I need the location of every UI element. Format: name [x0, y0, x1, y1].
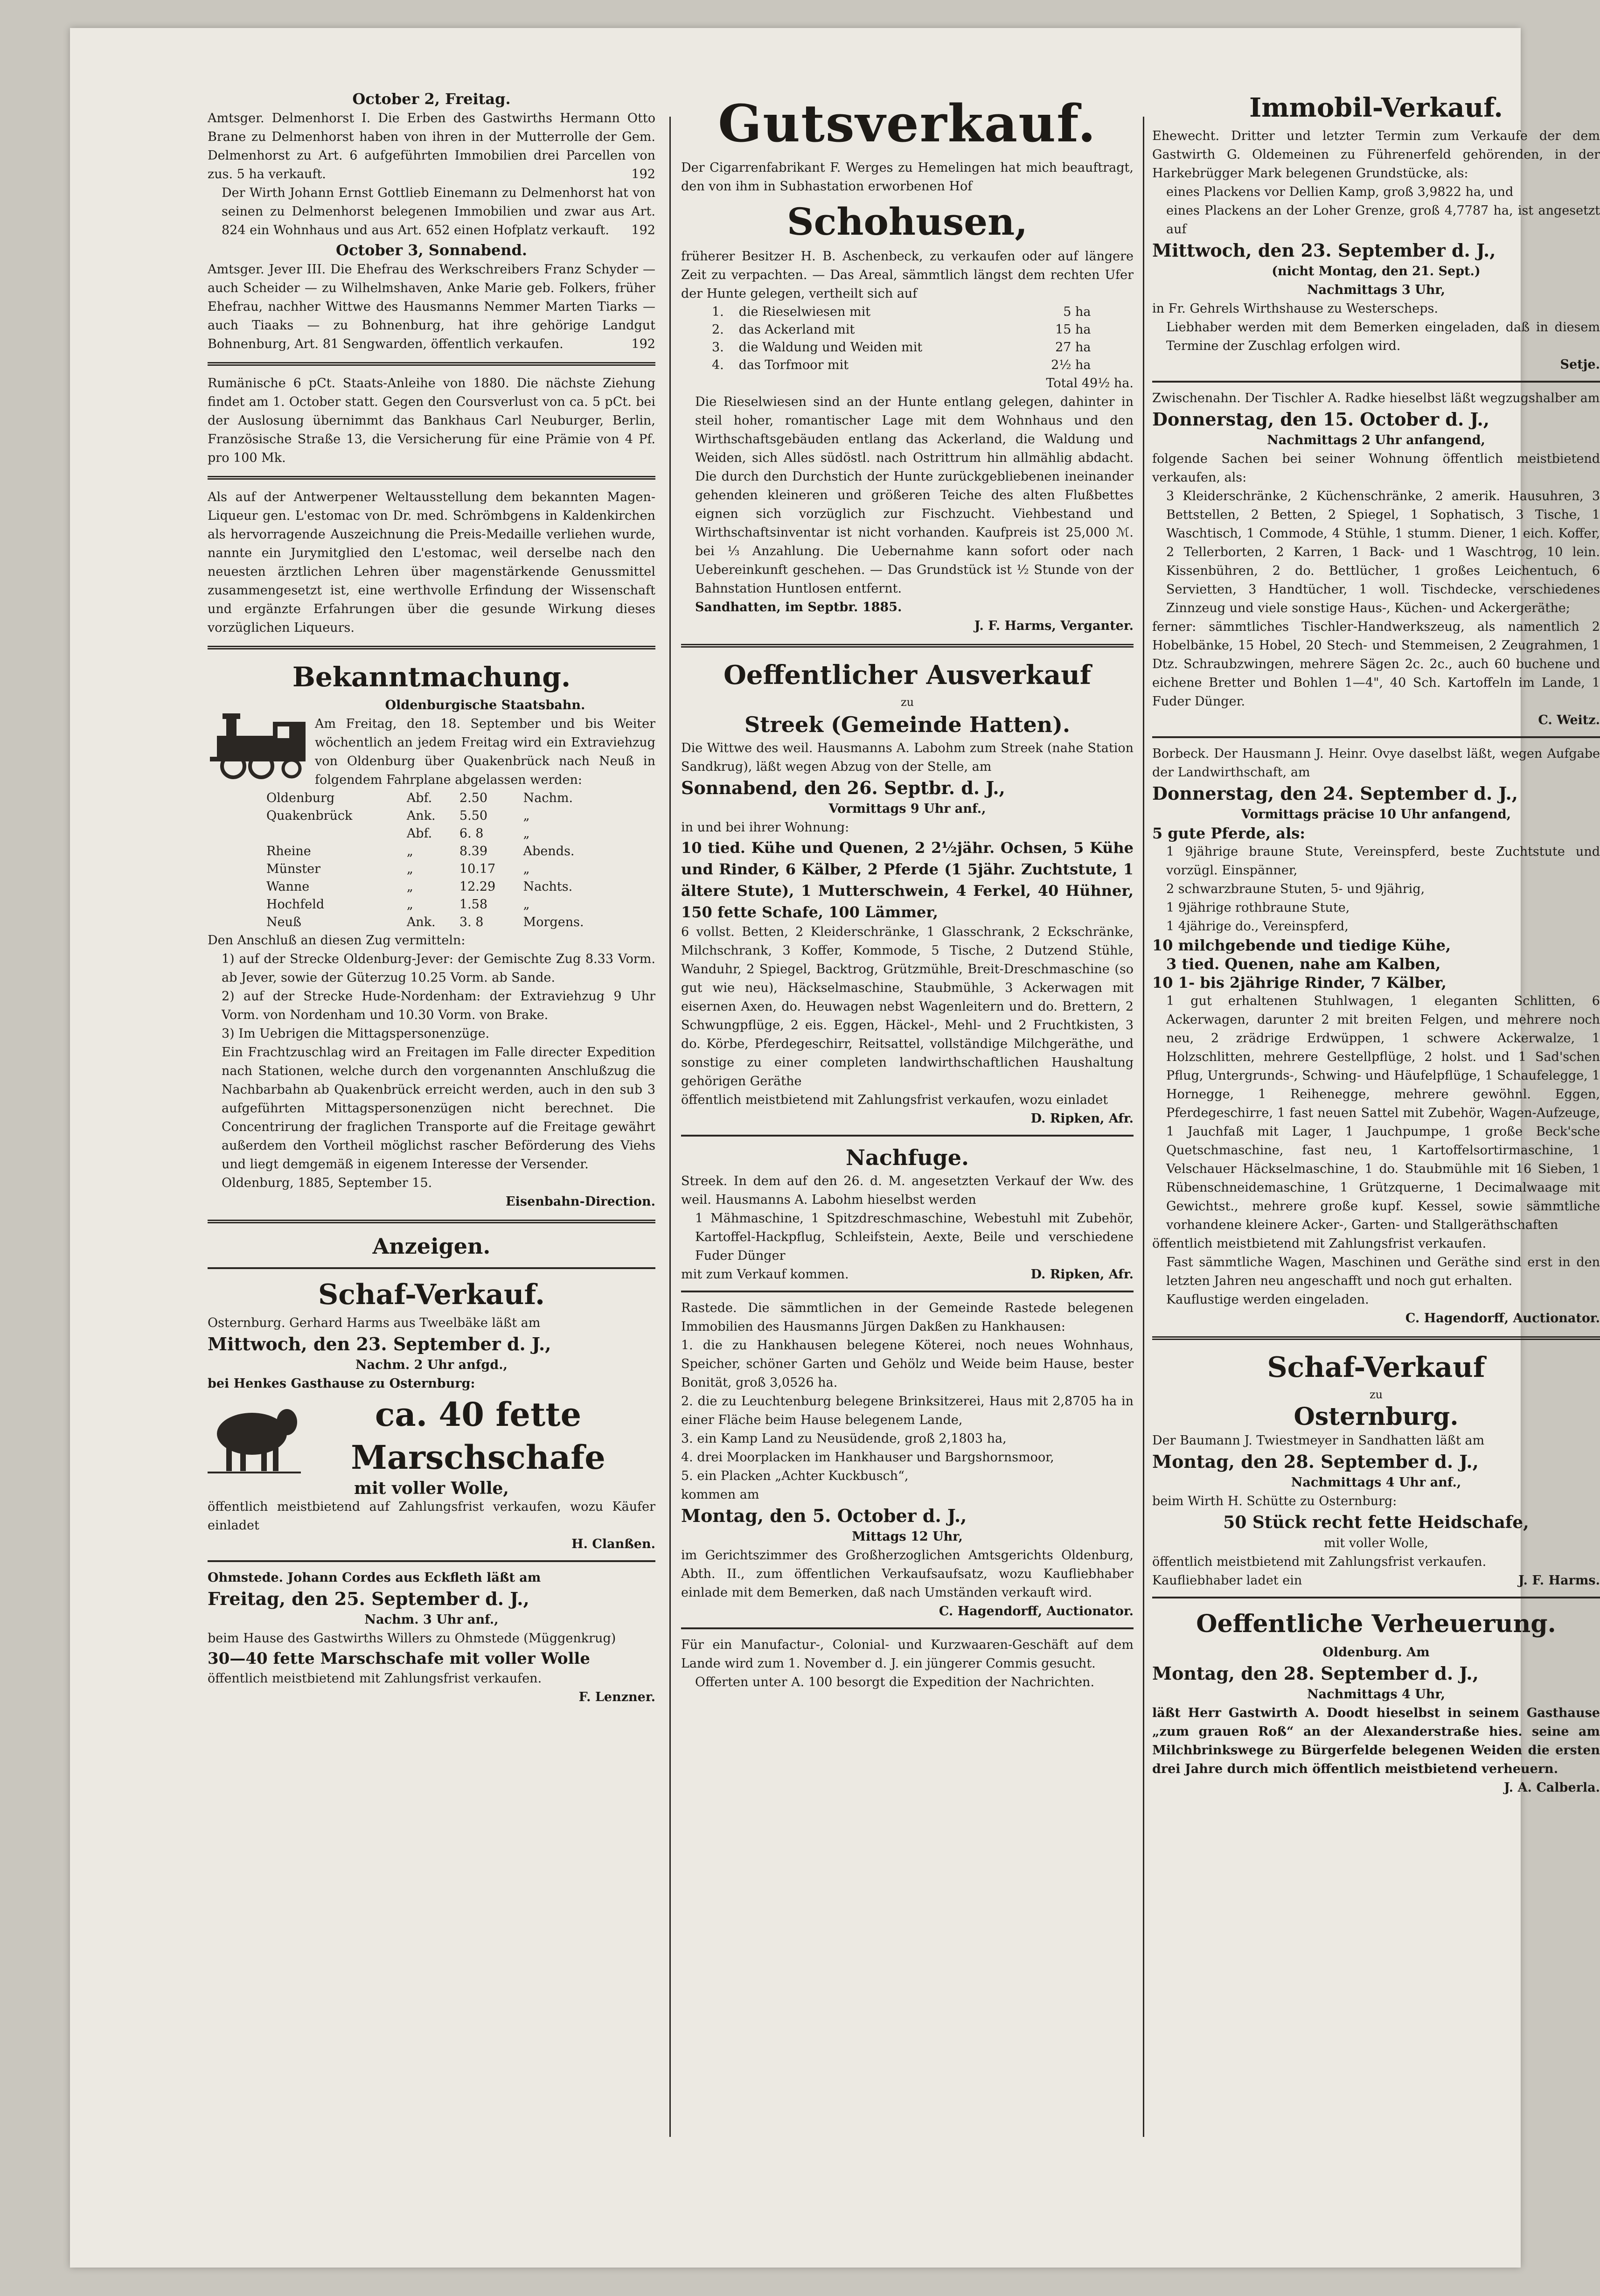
ausverkauf-signature: D. Ripken, Afr. [1030, 1111, 1134, 1126]
borbeck-date: Donnerstag, den 24. September d. J., [1152, 783, 1518, 804]
manufactur-ad: Offerten unter A. 100 besorgt die Expedition der Nachrichten. [695, 1675, 1095, 1689]
borbeck-horse-item: 2 schwarzbraune Stuten, 5- und 9jährig, [1166, 882, 1425, 896]
timetable-cell: „ [523, 809, 530, 823]
bek-text: Ein Frachtzuschlag wird an Freitagen im Falle directer Expedition nach Stationen, welche durch den vorgenannten Anschlußzug die Nachbarbahn ab Quakenbrück erreicht werden, auch in den sub 3 aufgeführten Mittagspersonenzügen nicht berechnet. Die Concentrirung der fraglichen Transporte auf die Freitage gewährt außerdem den Vortheil möglichst rascher Beförderung des Viehs und liegt demgemäß in eigenem Interesse der Versender. [222, 1045, 655, 1172]
notice-text: Amtsger. Delmenhorst I. Die Erben des Gastwirths Hermann Otto Brane zu Delmenhorst haben von ihren in der Mutterrolle der Gem. Delmenhorst zu Art. 6 aufgeführten Immobilien drei Parcellen von zus. 5 ha verkauft. 192 [208, 111, 655, 181]
rastede-items [681, 1336, 1134, 1486]
borbeck-cows: 10 milchgebende und tiedige Kühe, [1152, 936, 1451, 954]
immobil-not: (nicht Montag, den 21. Sept.) [1272, 264, 1481, 279]
rastede-text: Rastede. Die sämmtlichen in der Gemeinde Rastede belegenen Immobilien des Hausmanns Jürgen Dakßen zu Hankhausen: [681, 1301, 1134, 1334]
borbeck-horse-list [1152, 843, 1600, 936]
immobil-title: Immobil-Verkauf. [1249, 92, 1503, 123]
schaf-verkauf-text: Der Baumann J. Twiestmeyer in Sandhatten läßt am [1152, 1433, 1485, 1448]
timetable-row [264, 807, 622, 825]
borbeck-horse-item: 1 9jährige braune Stute, Vereinspferd, beste Zuchtstute und vorzügl. Einspänner, [1166, 844, 1600, 878]
areal-cell: 1. [712, 305, 724, 319]
schaf-place: bei Henkes Gasthause zu Osternburg: [208, 1376, 475, 1391]
areal-row [709, 303, 1094, 321]
locomotive-icon [208, 703, 315, 782]
timetable-row [264, 896, 622, 914]
areal-cell: 4. [712, 358, 724, 372]
timetable-cell: Neuß [266, 915, 302, 929]
borbeck-list: 1 gut erhaltenen Stuhlwagen, 1 eleganten Schlitten, 6 Ackerwagen, darunter 2 mit breiten Felgen, und mehrere noch neu, 2 zrädrige Erdwüppen, 1 schwere Ackerwalze, 1 Holzschlitten, mehrere Gestellpflüge, 2 holst. und 1 Sad'schen Pflug, Untergrunds-, Schwing- und Häufelpflüge, 1 Schaufelegge, 1 Hornegge, 1 Reihenegge, mehrere gewöhnl. Eggen, Pferdegeschirre, 1 fast neuen Sattel mit Zubehör, Wagen-Aufzeuge, 1 Jauchfaß mit Lager, 1 Jauchpumpe, 1 große Beck'sche Quetschmaschine, fast neu, 1 Kartoffelsortirmaschine, 1 Velschauer Häckselmaschine, 1 do. Staubmühle mit 16 Sieben, 1 Rübenschneidemaschine, 1 Grützquerne, 1 Decimalwaage mit Gewichtst., mehrere große kupf. Kessel, sowie sämmtliche vorhandene kleinere Acker-, Garten- und Stallgeräthschaften [1166, 994, 1600, 1232]
timetable-cell: Nachts. [523, 879, 573, 894]
gutsverkauf-title: Gutsverkauf. [718, 93, 1097, 154]
schaf-verkauf-date: Montag, den 28. September d. J., [1152, 1451, 1479, 1472]
timetable-cell: „ [406, 879, 413, 894]
anzeigen-heading: Anzeigen. [372, 1234, 491, 1259]
newspaper-page [70, 28, 1600, 2268]
borbeck-time: Vormittags präcise 10 Uhr anfangend, [1241, 807, 1511, 822]
borbeck-signature: C. Hagendorff, Auctionator. [1405, 1311, 1600, 1326]
nachfuge-title: Nachfuge. [846, 1145, 969, 1170]
ad-rumaenische-anleihe: Rumänische 6 pCt. Staats-Anleihe von 1880. Die nächste Ziehung findet am 1. October statt. Gegen den Coursverlust von ca. 5 pCt. bei der Auslosung übernimmt das Bankhaus Carl Neuburger, Berlin, Französische Straße 13, die Versicherung für eine Prämie von 4 Pf. pro 100 Mk. [208, 376, 655, 465]
schaf-wolle: mit voller Wolle, [354, 1479, 509, 1498]
timetable-cell: „ [406, 862, 413, 876]
borbeck-text: Borbeck. Der Hausmann J. Heinr. Ovye daselbst läßt, wegen Aufgabe der Landwirthschaft, am [1152, 747, 1600, 780]
borbeck-horses: 5 gute Pferde, als: [1152, 824, 1306, 842]
immobil-signature: Setje. [1560, 357, 1600, 372]
areal-cell: 27 ha [1055, 340, 1091, 355]
zwischenahn-text: folgende Sachen bei seiner Wohnung öffentlich meistbietend verkaufen, als: [1152, 452, 1600, 485]
areal-table [709, 303, 1094, 374]
areal-cell: die Rieselwiesen mit [738, 305, 871, 319]
timetable-cell: Oldenburg [266, 791, 335, 805]
schaf-time: Nachm. 2 Uhr anfgd., [355, 1358, 508, 1372]
timetable-cell: Wanne [266, 879, 310, 894]
rastede-date: Montag, den 5. October d. J., [681, 1505, 967, 1526]
ad-lestomac: Als auf der Antwerpener Weltausstellung dem bekannten Magen-Liqueur gen. L'estomac von Dr. med. Schrömbgens in Kaldenkirchen als hervorragende Auszeichnung die Preis-Medaille verliehen wurde, nannte ein Jurymitglied den L'estomac, weil derselbe nach den neuesten ärztlichen Lehren über magenstärkende Genussmittel zusammengesetzt ist, eine werthvolle Erfindung der Wissenschaft und ergänzte Erfahrungen über die gesunde Wirkung dieses vorzüglichen Liqueurs. [208, 490, 655, 635]
timetable-cell: 2.50 [459, 791, 488, 805]
bek-anschluss: Den Anschluß an diesen Zug vermitteln: [208, 933, 466, 948]
date-heading: October 3, Sonnabend. [336, 241, 527, 259]
rastede-text: im Gerichtszimmer des Großherzoglichen Amtsgerichts Oldenburg, Abth. II., zum öffentlichen Verkaufsaufsatz, wozu Kaufliebhaber einlade mit dem Bemerken, daß nach Umständen verkauft wird. [681, 1548, 1134, 1600]
ausverkauf-zu: zu [900, 696, 914, 709]
timetable-cell: 1.58 [459, 897, 488, 912]
zwischenahn-list: 3 Kleiderschränke, 2 Küchenschränke, 2 amerik. Hausuhren, 3 Bettstellen, 2 Betten, 2 Spiegel, 1 Sophatisch, 3 Tische, 1 Waschtisch, 1 Commode, 4 Stühle, 1 stumm. Diener, 1 eich. Koffer, 2 Tellerborten, 2 Karren, 1 Back- und 1 Waschtrog, 10 lein. Kissenbühren, 2 do. Bettlücher, 1 großes Leichentuch, 6 Servietten, 3 Handtücher, 1 woll. Tischdecke, verschiedenes Zinnzeug und viele sonstige Haus-, Küchen- und Ackergeräthe; [1166, 489, 1600, 615]
areal-cell: 3. [712, 340, 724, 355]
sheep-icon [208, 1394, 301, 1478]
timetable-cell: Abf. [406, 826, 432, 841]
rastede-item: 5. ein Placken „Achter Kuckbusch“, [681, 1469, 909, 1483]
guts-date: Sandhatten, im Septbr. 1885. [695, 600, 902, 614]
immobil-time: Nachmittags 3 Uhr, [1307, 283, 1445, 297]
borbeck-text: Fast sämmtliche Wagen, Maschinen und Geräthe sind erst in den letzten Jahren neu angeschafft und noch gut erhalten. [1166, 1255, 1600, 1288]
areal-row [709, 339, 1094, 356]
notice-text: Amtsger. Jever III. Die Ehefrau des Werkschreibers Franz Schyder — auch Scheider — zu Wilhelmshaven, Anke Marie geb. Folkers, früher Ehefrau, nachher Wittwe des Hausmanns Nemmer Marten Tiarks — auch Tiaaks — zu Bohnenburg, hat ihre gehörige Landgut Bohnenburg, Art. 81 Sengwarden, öffentlich verkaufen. 192 [208, 262, 655, 351]
column-right [1152, 89, 1600, 1797]
ausverkauf-text: Die Wittwe des weil. Hausmanns A. Labohm zum Streek (nahe Station Sandkrug), läßt wegen Abzug von der Stelle, am [681, 741, 1134, 774]
schaf-end: öffentlich meistbietend auf Zahlungsfrist verkaufen, wozu Käufer einladet [208, 1500, 655, 1533]
nachfuge-end: mit zum Verkauf kommen. D. Ripken, Afr. [681, 1267, 1134, 1282]
rastede-time: Mittags 12 Uhr, [852, 1529, 963, 1544]
zwischenahn-date: Donnerstag, den 15. October d. J., [1152, 409, 1489, 430]
verheuerung-time: Nachmittags 4 Uhr, [1307, 1687, 1445, 1702]
ohm-signature: F. Lenzner. [578, 1690, 655, 1704]
zwischenahn-signature: C. Weitz. [1538, 713, 1600, 727]
borbeck-text: Kauflustige werden eingeladen. [1166, 1292, 1369, 1307]
bekanntmachung-header [208, 696, 655, 789]
schaf-date: Mittwoch, den 23. September d. J., [208, 1333, 551, 1354]
timetable-cell: 3. 8 [459, 915, 484, 929]
nachfuge-text: 1 Mähmaschine, 1 Spitzdreschmaschine, Webestuhl mit Zubehör, Kartoffel-Hackpflug, Schleifstein, Aexte, Beile und verschiedene Fuder Dünger [695, 1211, 1134, 1263]
timetable-cell: Ank. [406, 809, 436, 823]
ausverkauf-animals: 10 tied. Kühe und Quenen, 2 2½jähr. Ochsen, 5 Kühe und Rinder, 6 Kälber, 2 Pferde (1 5jähr. Zuchtstute, 1 ältere Stute), 1 Mutterschwein, 4 Ferkel, 40 Hühner, 150 fette Schafe, 100 Lämmer, [681, 839, 1134, 921]
schaf-verkauf-headline: 50 Stück recht fette Heidschafe, [1223, 1513, 1529, 1532]
schaf-verkauf-end: öffentlich meistbietend mit Zahlungsfrist verkaufen. [1152, 1555, 1487, 1569]
schaf-signature: H. Clanßen. [571, 1537, 655, 1551]
ausverkauf-list: 6 vollst. Betten, 2 Kleiderschränke, 1 Glasschrank, 2 Eckschränke, Milchschrank, 3 Koffer, Kommode, 5 Tische, 2 Dutzend Stühle, Wanduhr, 2 Spiegel, Backtrog, Grützmühle, Breit-Dreschmaschine (so gut wie neu), Häckselmaschine, Staubmühle, 3 Ackerwagen mit eisernen Axen, do. Heuwagen nebst Wagenleitern und do. Brettern, 2 Schwungpflüge, 2 eis. Eggen, Häckel-, Mehl- und 2 Fruchtkisten, 3 do. Körbe, Pferdegeschirr, Reitsattel, vollständige Milchgeräthe, und sonstige zu einer completen landwirthschaftlichen Haushaltung gehörigen Geräthe [681, 925, 1134, 1089]
schaf-text: Osternburg. Gerhard Harms aus Tweelbäke läßt am [208, 1316, 541, 1330]
areal-total: Total 49½ ha. [1046, 376, 1134, 391]
immobil-end: Liebhaber werden mit dem Bemerken eingeladen, daß in diesem Termine der Zuschlag erfolgen wird. [1166, 320, 1600, 353]
rastede-item: 1. die zu Hankhausen belegene Köterei, noch neues Wohnhaus, Speicher, schöner Garten und Gehölz und Weide beim Hause, bester Bonität, groß 3,0526 ha. [681, 1338, 1134, 1390]
rastede-item: 4. drei Moorplacken im Hankhauser und Bargshornsmoor, [681, 1450, 1054, 1465]
schaf-verkauf-title: Schaf-Verkauf [1267, 1351, 1485, 1384]
ohm-headline: 30—40 fette Marschschafe mit voller Wolle [208, 1649, 591, 1668]
column-left [208, 89, 655, 1707]
timetable-cell: 10.17 [459, 862, 496, 876]
column-middle [681, 89, 1134, 1692]
verheuerung-text: läßt Herr Gastwirth A. Doodt hieselbst in seinem Gasthause „zum grauen Roß“ an der Alexanderstraße hies. seine am Milchbrinkswege zu Bürgerfelde belegenen Weiden die ersten drei Jahre durch mich öffentlich meistbietend verheuern. [1152, 1706, 1600, 1776]
borbeck-rinder: 10 1- bis 2jährige Rinder, 7 Kälber, [1152, 974, 1447, 991]
schaf-verkauf-zu: zu [1369, 1388, 1383, 1401]
guts-text: früherer Besitzer H. B. Aschenbeck, zu verkaufen oder auf längere Zeit zu verpachten. — Das Areal, sämmtlich längst dem rechten Ufer der Hunte gelegen, vertheilt sich auf [681, 249, 1134, 301]
timetable-row [264, 914, 622, 931]
notice-text: Der Wirth Johann Ernst Gottlieb Einemann zu Delmenhorst hat von seinen zu Delmenhorst belegenen Immobilien und zwar aus Art. 824 ein Wohnhaus und aus Art. 652 einen Hofplatz verkauft. 192 [222, 186, 655, 237]
timetable-row [264, 860, 622, 878]
immobil-text: eines Plackens vor Dellien Kamp, groß 3,9822 ha, und [1166, 185, 1514, 199]
bekanntmachung-title: Bekanntmachung. [292, 661, 571, 693]
timetable-cell: 5.50 [459, 809, 488, 823]
timetable-cell: Nachm. [523, 791, 573, 805]
rastede-signature: C. Hagendorff, Auctionator. [939, 1604, 1134, 1619]
zwischenahn-ferner: ferner: sämmtliches Tischler-Handwerkszeug, als namentlich 2 Hobelbänke, 15 Hobel, 20 Stech- und Stemmeisen, 2 Zeugrahmen, 1 Dtz. Schraubzwingen, mehrere Sägen 2c. 2c., auch 60 buchene und eichene Bretter und Bohlen 1—4", 40 Sch. Kartoffeln im Lande, 1 Fuder Dünger. [1152, 620, 1600, 709]
timetable-cell: Münster [266, 862, 321, 876]
immobil-place: in Fr. Gehrels Wirthshause zu Westerscheps. [1152, 301, 1438, 316]
areal-cell: das Ackerland mit [738, 322, 855, 337]
column-rule [1143, 117, 1144, 2137]
schaf-verkauf-where: beim Wirth H. Schütte zu Osternburg: [1152, 1494, 1397, 1508]
timetable-cell: Ank. [406, 915, 436, 929]
manufactur-ad: Für ein Manufactur-, Colonial- und Kurzwaaren-Geschäft auf dem Lande wird zum 1. November d. J. ein jüngerer Commis gesucht. [681, 1638, 1134, 1671]
zwischenahn-text: Zwischenahn. Der Tischler A. Radke hieselbst läßt wegzugshalber am [1152, 391, 1600, 405]
bek-item: 3) Im Uebrigen die Mittagspersonenzüge. [222, 1026, 490, 1041]
immobil-text: Ehewecht. Dritter und letzter Termin zum Verkaufe der dem Gastwirth G. Oldemeinen zu Führenerfeld gehörenden, in der Harkebrügger Mark belegenen Grundstücke, als: [1152, 129, 1600, 181]
ausverkauf-end: öffentlich meistbietend mit Zahlungsfrist verkaufen, wozu einladet [681, 1093, 1108, 1107]
ohm-place: beim Hause des Gastwirths Willers zu Ohmstede (Müggenkrug) [208, 1631, 616, 1646]
schaf-verkauf-time: Nachmittags 4 Uhr anf., [1291, 1475, 1461, 1490]
areal-cell: die Waldung und Weiden mit [738, 340, 923, 355]
timetable-cell: „ [406, 844, 413, 858]
timetable-row [264, 825, 622, 843]
areal-cell: 5 ha [1063, 305, 1091, 319]
immobil-date: Mittwoch, den 23. September d. J., [1152, 240, 1496, 261]
guts-name: Schohusen, [786, 200, 1028, 244]
verheuerung-place: Oldenburg. Am [1322, 1645, 1430, 1660]
bekanntmachung-intro: Am Freitag, den 18. September und bis Weiter wöchentlich an jedem Freitag wird ein Extraviehzug von Oldenburg über Quakenbrück nach Neuß in folgendem Fahrplane abgelassen werden: [315, 717, 655, 787]
nachfuge-text: Streek. In dem auf den 26. d. M. angesetzten Verkauf der Ww. des weil. Hausmanns A. Labohm hieselbst werden [681, 1174, 1134, 1207]
timetable-row [264, 789, 622, 807]
rastede-item: 2. die zu Leuchtenburg belegene Brinksitzerei, Haus mit 2,8705 ha in einer Fläche beim Hause belegenem Lande, [681, 1394, 1134, 1427]
guts-text: Der Cigarrenfabrikant F. Werges zu Hemelingen hat mich beauftragt, den von ihm in Subhastation erworbenen Hof [681, 161, 1134, 194]
ausverkauf-time: Vormittags 9 Uhr anf., [828, 802, 986, 816]
schaf-verkauf-place: Osternburg. [1294, 1403, 1459, 1431]
ohm-end: öffentlich meistbietend mit Zahlungsfrist verkaufen. [208, 1671, 542, 1686]
date-heading: October 2, Freitag. [352, 90, 511, 108]
ausverkauf-date: Sonnabend, den 26. Septbr. d. J., [681, 777, 1005, 798]
timetable-cell: „ [523, 826, 530, 841]
timetable-row [264, 878, 622, 896]
verheuerung-title: Oeffentliche Verheuerung. [1196, 1610, 1556, 1638]
ausverkauf-title: Oeffentlicher Ausverkauf [723, 660, 1091, 691]
timetable-cell: 8.39 [459, 844, 488, 858]
areal-cell: 2½ ha [1051, 358, 1091, 372]
ohm-time: Nachm. 3 Uhr anf., [364, 1612, 499, 1627]
areal-cell: 15 ha [1055, 322, 1091, 337]
schaf-verkauf-wolle: mit voller Wolle, [1324, 1536, 1428, 1550]
areal-cell: 2. [712, 322, 724, 337]
areal-row [709, 356, 1094, 374]
rastede-item: 3. ein Kamp Land zu Neusüdende, groß 2,1803 ha, [681, 1431, 1007, 1446]
timetable-cell: Abf. [406, 791, 432, 805]
timetable-cell: „ [406, 897, 413, 912]
timetable-cell: Hochfeld [266, 897, 325, 912]
timetable-cell: Morgens. [523, 915, 584, 929]
guts-signature: J. F. Harms, Verganter. [974, 619, 1134, 633]
timetable-cell: Rheine [266, 844, 311, 858]
bek-signature: Eisenbahn-Direction. [506, 1194, 655, 1209]
areal-row [709, 321, 1094, 339]
guts-text: Die Rieselwiesen sind an der Hunte entlang gelegen, dahinter in steil hoher, romantischer Lage mit dem Wohnhaus und den Wirthschaftsgebäuden entlang das Ackerland, die Waldung und Weiden, sich Alles südöstl. nach Ostrittrum hin allmählig abdacht. Die durch den Durchstich der Hunte zurückgebliebenen ineinander gehenden kleineren und größeren Teiche des alten Flußbettes eignen sich vorzüglich zur Fischzucht. Viehbestand und Wirthschaftsinventar ist nicht vorhanden. Kaufpreis ist 25,000 ℳ. bei ⅓ Anzahlung. Die Uebernahme kann sofort oder nach Uebereinkunft geschehen. — Das Grundstück ist ½ Stunde von der Bahnstation Huntlosen entfernt. [695, 395, 1134, 596]
ohm-date: Freitag, den 25. September d. J., [208, 1588, 529, 1609]
borbeck-quenen: 3 tied. Quenen, nahe am Kalben, [1166, 955, 1441, 973]
borbeck-horse-item: 1 9jährige rothbraune Stute, [1166, 900, 1350, 915]
timetable-row [264, 843, 622, 860]
ausverkauf-place: Streek (Gemeinde Hatten). [744, 712, 1070, 737]
immobil-text: eines Plackens an der Loher Grenze, groß 4,7787 ha, ist angesetzt auf [1166, 203, 1600, 237]
timetable-cell: Abends. [523, 844, 575, 858]
column-rule [669, 117, 671, 2137]
borbeck-end: öffentlich meistbietend mit Zahlungsfrist verkaufen. [1152, 1236, 1487, 1251]
rastede-kommen: kommen am [681, 1487, 759, 1502]
ausverkauf-where: in und bei ihrer Wohnung: [681, 820, 849, 835]
areal-cell: das Torfmoor mit [738, 358, 849, 372]
timetable-cell: „ [523, 897, 530, 912]
timetable-cell [264, 825, 404, 843]
schaf-headline: ca. 40 fette Marschschafe [351, 1395, 605, 1477]
zwischenahn-time: Nachmittags 2 Uhr anfangend, [1267, 433, 1485, 447]
ohm-text: Ohmstede. Johann Cordes aus Eckfleth läßt am [208, 1570, 541, 1585]
bek-date: Oldenburg, 1885, September 15. [222, 1176, 432, 1190]
timetable-cell: „ [523, 862, 530, 876]
bekanntmachung-subtitle: Oldenburgische Staatsbahn. [385, 698, 585, 712]
timetable-cell: Quakenbrück [266, 809, 353, 823]
schaf-verkauf-title: Schaf-Verkauf. [318, 1278, 545, 1311]
schaf-verkauf-signature-row: Kaufliebhaber ladet ein J. F. Harms. [1152, 1573, 1600, 1588]
verheuerung-date: Montag, den 28. September d. J., [1152, 1663, 1479, 1684]
timetable [264, 789, 622, 931]
bek-item: 2) auf der Strecke Hude-Nordenham: der Extraviehzug 9 Uhr Vorm. von Nordenham und 10.30 Vorm. von Brake. [222, 989, 655, 1022]
verheuerung-signature: J. A. Calberla. [1504, 1780, 1600, 1795]
borbeck-horse-item: 1 4jährige do., Vereinspferd, [1166, 919, 1349, 934]
schaf-row [208, 1393, 655, 1479]
bek-item: 1) auf der Strecke Oldenburg-Jever: der Gemischte Zug 8.33 Vorm. ab Jever, sowie der Güterzug 10.25 Vorm. ab Sande. [222, 952, 655, 985]
timetable-cell: 12.29 [459, 879, 496, 894]
timetable-cell: 6. 8 [459, 826, 484, 841]
